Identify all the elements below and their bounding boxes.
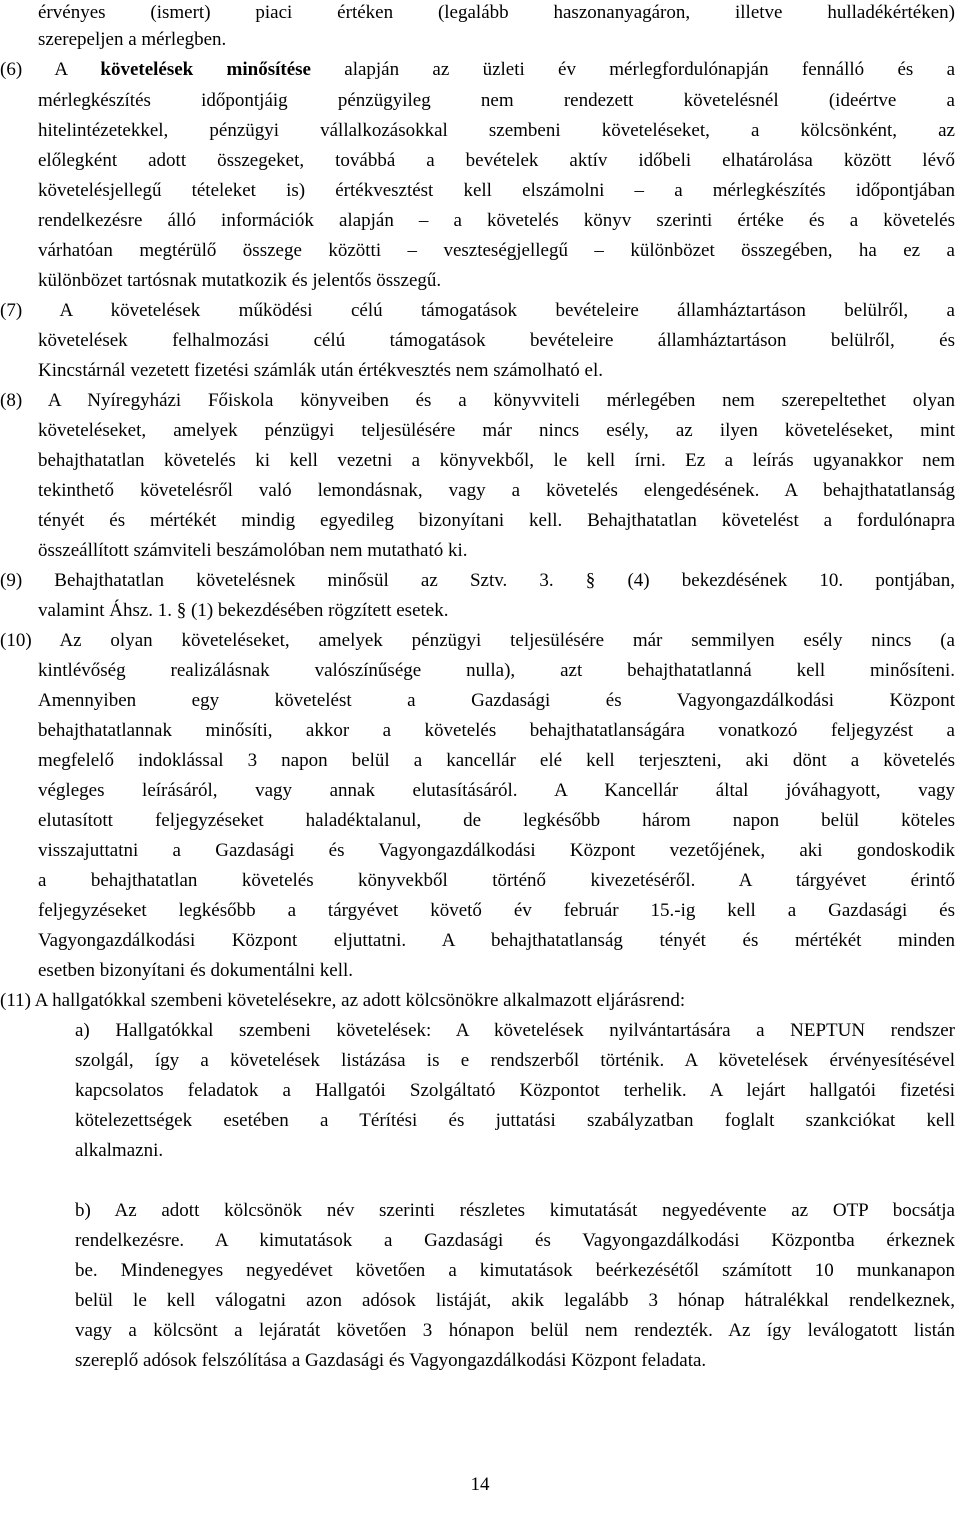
text-line-section-10: (10) Az olyan követeléseket, amelyek pénzügyi teljesülésére már semmilyen esély nincs (a [0, 630, 955, 651]
text-line: Kincstárnál vezetett fizetési számlák után értékvesztés nem számolható el. [38, 360, 604, 381]
text-line: tekinthető követelésről való lemondásnak, vagy a követelés elengedésének. A behajthatatlanság [38, 480, 955, 501]
text-line: szolgál, így a követelések listázása is e rendszerből történik. A követelések érvényesítésével [75, 1050, 955, 1071]
text-line: tényét és mértékét mindig egyedileg bizonyítani kell. Behajthatatlan követelést a fordulónapra [38, 510, 955, 531]
text-line: előlegként adott összegeket, továbbá a bevételek aktív időbeli elhatárolása között lévő [38, 150, 955, 171]
text-line-section-8: (8) A Nyíregyházi Főiskola könyveiben és a könyvviteli mérlegében nem szerepeltethet olyan [0, 390, 955, 411]
text-line: feljegyzéseket legkésőbb a tárgyévet követő év február 15.-ig kell a Gazdasági és [38, 900, 955, 921]
text-line: behajthatatlannak minősíti, akkor a követelés behajthatatlanságára vonatkozó feljegyzést a [38, 720, 955, 741]
text-line-section-6: (6) A követelések minősítése alapján az üzleti év mérlegfordulónapján fennálló és a [0, 59, 955, 80]
text-line: érvényes (ismert) piaci értéken (legalább haszonanyagáron, illetve hulladékértéken) [38, 2, 955, 23]
text-line: be. Mindenegyes negyedévet követően a kimutatások beérkezésétől számított 10 munkanapon [75, 1260, 955, 1281]
text-line-section-7: (7) A követelések működési célú támogatások bevételeire államháztartáson belülről, a [0, 300, 955, 321]
text-line: kötelezettségek esetében a Térítési és juttatási szabályzatban foglalt szankciókat kell [75, 1110, 955, 1131]
text-line: alkalmazni. [75, 1140, 164, 1161]
text-line: elutasított feljegyzéseket haladéktalanul, de legkésőbb három napon belül köteles [38, 810, 955, 831]
text-line-item-b: b) Az adott kölcsönök név szerinti részletes kimutatását negyedévente az OTP bocsátja [75, 1200, 955, 1221]
text-line-item-a: a) Hallgatókkal szembeni követelések: A követelések nyilvántartására a NEPTUN rendszer [75, 1020, 955, 1041]
text-line: összeállított számviteli beszámolóban nem mutatható ki. [38, 540, 468, 561]
text-line: valamint Áhsz. 1. § (1) bekezdésében rögzített esetek. [38, 600, 449, 621]
text-line: szereplő adósok felszólítása a Gazdasági és Vagyongazdálkodási Központ feladata. [75, 1350, 707, 1371]
page-number: 14 [470, 1474, 490, 1495]
text-line: várhatóan megtérülő összege közötti – veszteségjellegű – különbözet összegében, ha ez a [38, 240, 955, 261]
text-line: esetben bizonyítani és dokumentálni kell. [38, 960, 354, 981]
text-line: belül le kell válogatni azon adósok listáját, akik legalább 3 hónap hátralékkal rendelkeznek, [75, 1290, 955, 1311]
text-line: Vagyongazdálkodási Központ eljuttatni. A behajthatatlanság tényét és mértékét minden [38, 930, 955, 951]
text-line: rendelkezésre. A kimutatások a Gazdasági és Vagyongazdálkodási Központba érkeznek [75, 1230, 955, 1251]
text-line: szerepeljen a mérlegben. [38, 29, 227, 50]
text-line: követelésjellegű tételeket is) értékvesztést kell elszámolni – a mérlegkészítés időpontjában [38, 180, 955, 201]
text-line: Amennyiben egy követelést a Gazdasági és Vagyongazdálkodási Központ [38, 690, 955, 711]
text-line: végleges leírásáról, vagy annak elutasításáról. A Kancellár által jóváhagyott, vagy [38, 780, 955, 801]
text-line: rendelkezésre álló információk alapján – a követelés könyv szerinti értéke és a követelés [38, 210, 955, 231]
text-line: megfelelő indoklással 3 napon belül a kancellár elé kell terjeszteni, aki dönt a követelés [38, 750, 955, 771]
text-line: mérlegkészítés időpontjáig pénzügyileg nem rendezett követelésnél (ideértve a [38, 90, 955, 111]
text-line: behajthatatlan követelés ki kell vezetni a könyvekből, le kell írni. Ez a leírás ugyanakkor nem [38, 450, 955, 471]
text-line: visszajuttatni a Gazdasági és Vagyongazdálkodási Központ vezetőjének, aki gondoskodik [38, 840, 955, 861]
text-line: kapcsolatos feladatok a Hallgatói Szolgáltató Központot terhelik. A lejárt hallgatói fizetési [75, 1080, 955, 1101]
text-line: a behajthatatlan követelés könyvekből történő kivezetéséről. A tárgyévet érintő [38, 870, 955, 891]
bold-term: követelések minősítése [100, 59, 311, 80]
text-line: követeléseket, amelyek pénzügyi teljesülésére már nincs esély, az ilyen követeléseket, mint [38, 420, 955, 441]
text-line-section-9: (9) Behajthatatlan követelésnek minősül az Sztv. 3. § (4) bekezdésének 10. pontjában, [0, 570, 955, 591]
text-line: vagy a kölcsönt a lejáratát követően 3 hónapon belül nem rendezték. Az így leválogatott listán [75, 1320, 955, 1341]
text-line: különbözet tartósnak mutatkozik és jelentős összegű. [38, 270, 442, 291]
text-line-section-11: (11) A hallgatókkal szembeni követelésekre, az adott kölcsönökre alkalmazott eljárásrend: [0, 990, 686, 1011]
text-line: kintlévőség realizálásnak valószínűsége nulla), azt behajthatatlanná kell minősíteni. [38, 660, 955, 681]
text-line: követelések felhalmozási célú támogatások bevételeire államháztartáson belülről, és [38, 330, 955, 351]
text-line: hitelintézetekkel, pénzügyi vállalkozásokkal szembeni követeléseket, a kölcsönként, az [38, 120, 955, 141]
